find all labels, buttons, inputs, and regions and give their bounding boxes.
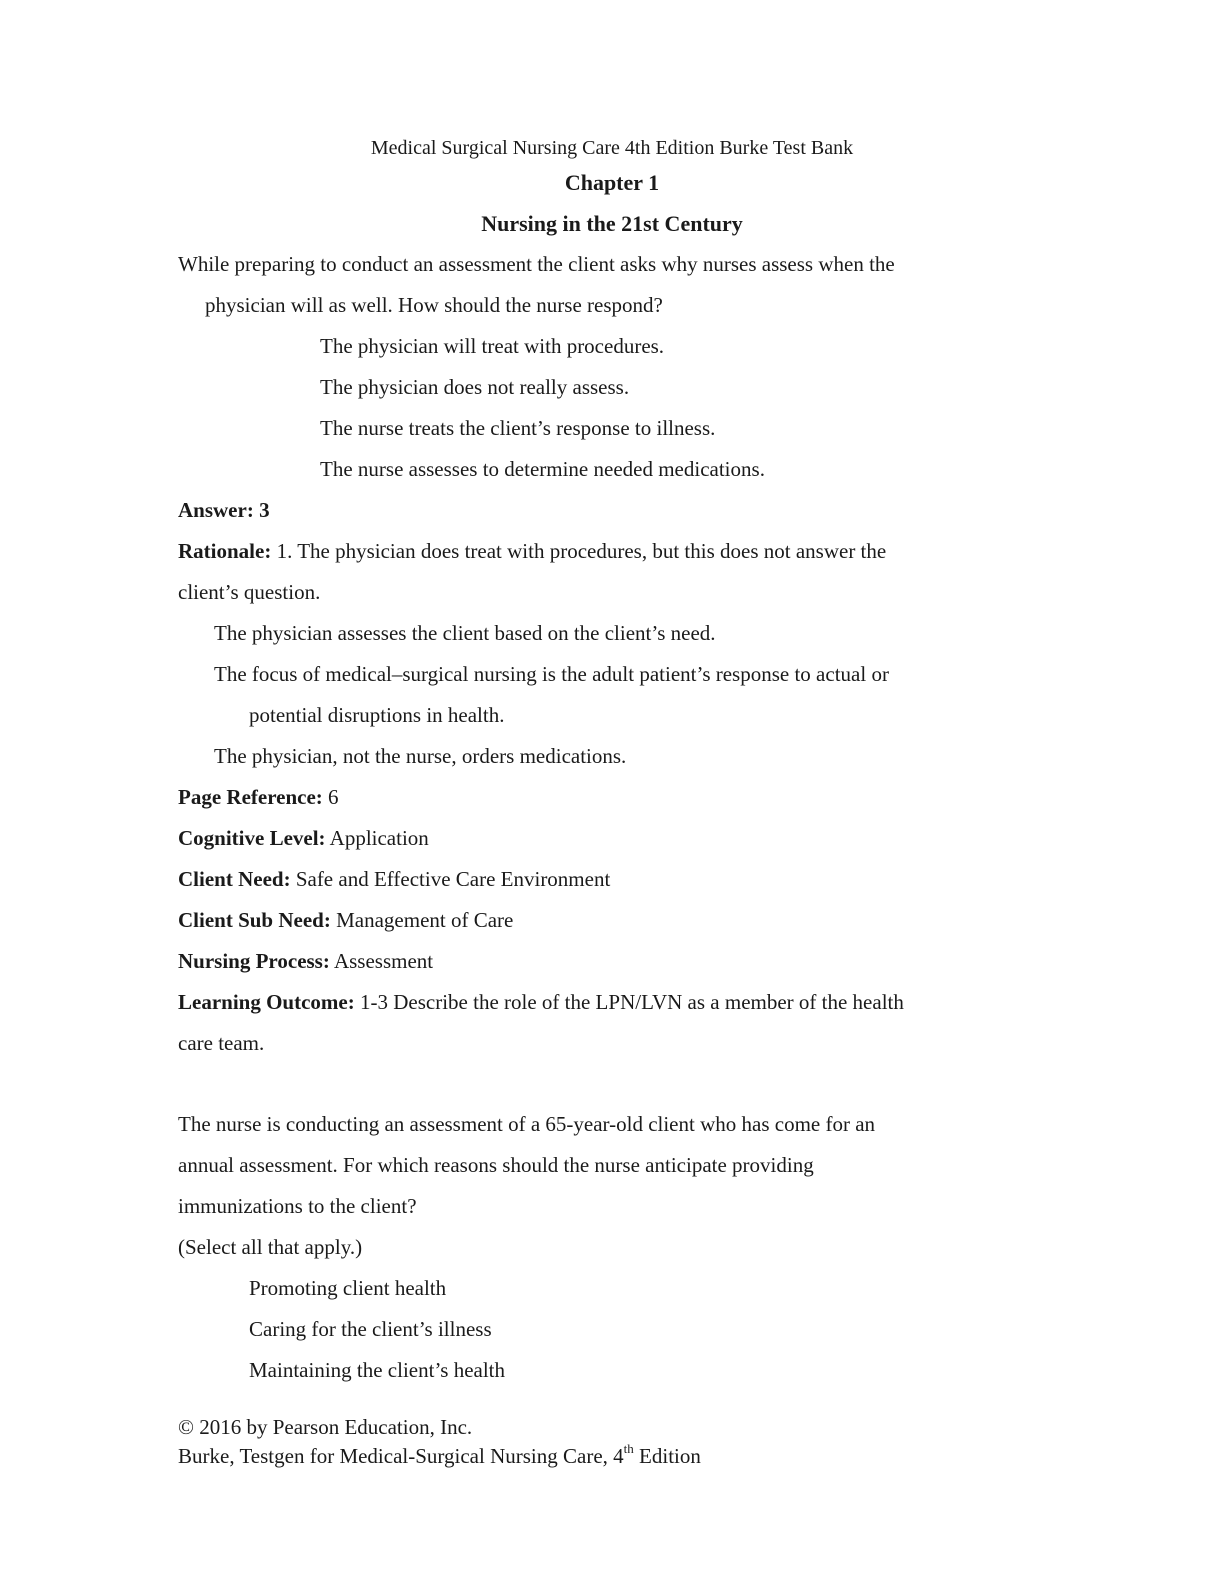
rationale-item-4: The physician, not the nurse, orders medications. <box>214 744 627 768</box>
nursing-process-label: Nursing Process: <box>178 949 330 973</box>
rationale-label: Rationale: <box>178 539 272 563</box>
client-need-value: Safe and Effective Care Environment <box>290 867 611 891</box>
client-need <box>178 869 610 890</box>
chapter-heading: Chapter 1 <box>564 170 660 195</box>
nursing-process <box>178 951 433 972</box>
question2-option-2: Caring for the client’s illness <box>249 1317 492 1341</box>
question1-option-3: The nurse treats the client’s response to illness. <box>320 416 716 440</box>
learning-outcome-label: Learning Outcome: <box>178 990 355 1014</box>
footer-copyright: © 2016 by Pearson Education, Inc. <box>178 1415 473 1439</box>
chapter-title: Nursing in the 21st Century <box>481 211 743 236</box>
question1-stem-line1: While preparing to conduct an assessment the client asks why nurses assess when the <box>178 252 895 276</box>
footer-citation-superscript: th <box>623 1441 634 1456</box>
learning-outcome <box>178 992 904 1013</box>
rationale-item-3-cont: potential disruptions in health. <box>249 703 505 727</box>
question2-stem-line2: annual assessment. For which reasons should the nurse anticipate providing <box>178 1153 814 1177</box>
question2-instruction: (Select all that apply.) <box>178 1235 363 1259</box>
page-reference <box>178 787 339 808</box>
nursing-process-value: Assessment <box>329 949 434 973</box>
answer-label: Answer: 3 <box>178 498 270 522</box>
question2-option-1: Promoting client health <box>249 1276 447 1300</box>
question1-option-1: The physician will treat with procedures. <box>320 334 665 358</box>
learning-outcome-line2: care team. <box>178 1031 265 1055</box>
page-reference-value: 6 <box>322 785 339 809</box>
footer-citation <box>178 1441 701 1468</box>
client-sub-need <box>178 910 513 931</box>
rationale-line1 <box>178 541 886 562</box>
client-need-label: Client Need: <box>178 867 291 891</box>
rationale-item-2: The physician assesses the client based on the client’s need. <box>214 621 716 645</box>
book-title: Medical Surgical Nursing Care 4th Edition Burke Test Bank <box>370 137 854 159</box>
rationale-item-3: The focus of medical–surgical nursing is the adult patient’s response to actual or <box>214 662 889 686</box>
question2-option-3: Maintaining the client’s health <box>249 1358 506 1382</box>
rationale-line2: client’s question. <box>178 580 321 604</box>
client-sub-need-value: Management of Care <box>330 908 514 932</box>
cognitive-level-label: Cognitive Level: <box>178 826 326 850</box>
question2-stem-line1: The nurse is conducting an assessment of a 65-year-old client who has come for an <box>178 1112 876 1136</box>
cognitive-level-value: Application <box>325 826 429 850</box>
client-sub-need-label: Client Sub Need: <box>178 908 331 932</box>
question1-option-2: The physician does not really assess. <box>320 375 630 399</box>
cognitive-level <box>178 828 429 849</box>
rationale-text: 1. The physician does treat with procedures, but this does not answer the <box>271 539 887 563</box>
question1-stem-line2: physician will as well. How should the nurse respond? <box>205 293 663 317</box>
footer-citation-prefix: Burke, Testgen for Medical-Surgical Nursing Care, 4 <box>178 1444 624 1468</box>
footer-citation-suffix: Edition <box>633 1444 701 1468</box>
learning-outcome-text: 1-3 Describe the role of the LPN/LVN as a member of the health <box>354 990 904 1014</box>
question2-stem-line3: immunizations to the client? <box>178 1194 417 1218</box>
question1-option-4: The nurse assesses to determine needed medications. <box>320 457 765 481</box>
page-reference-label: Page Reference: <box>178 785 323 809</box>
